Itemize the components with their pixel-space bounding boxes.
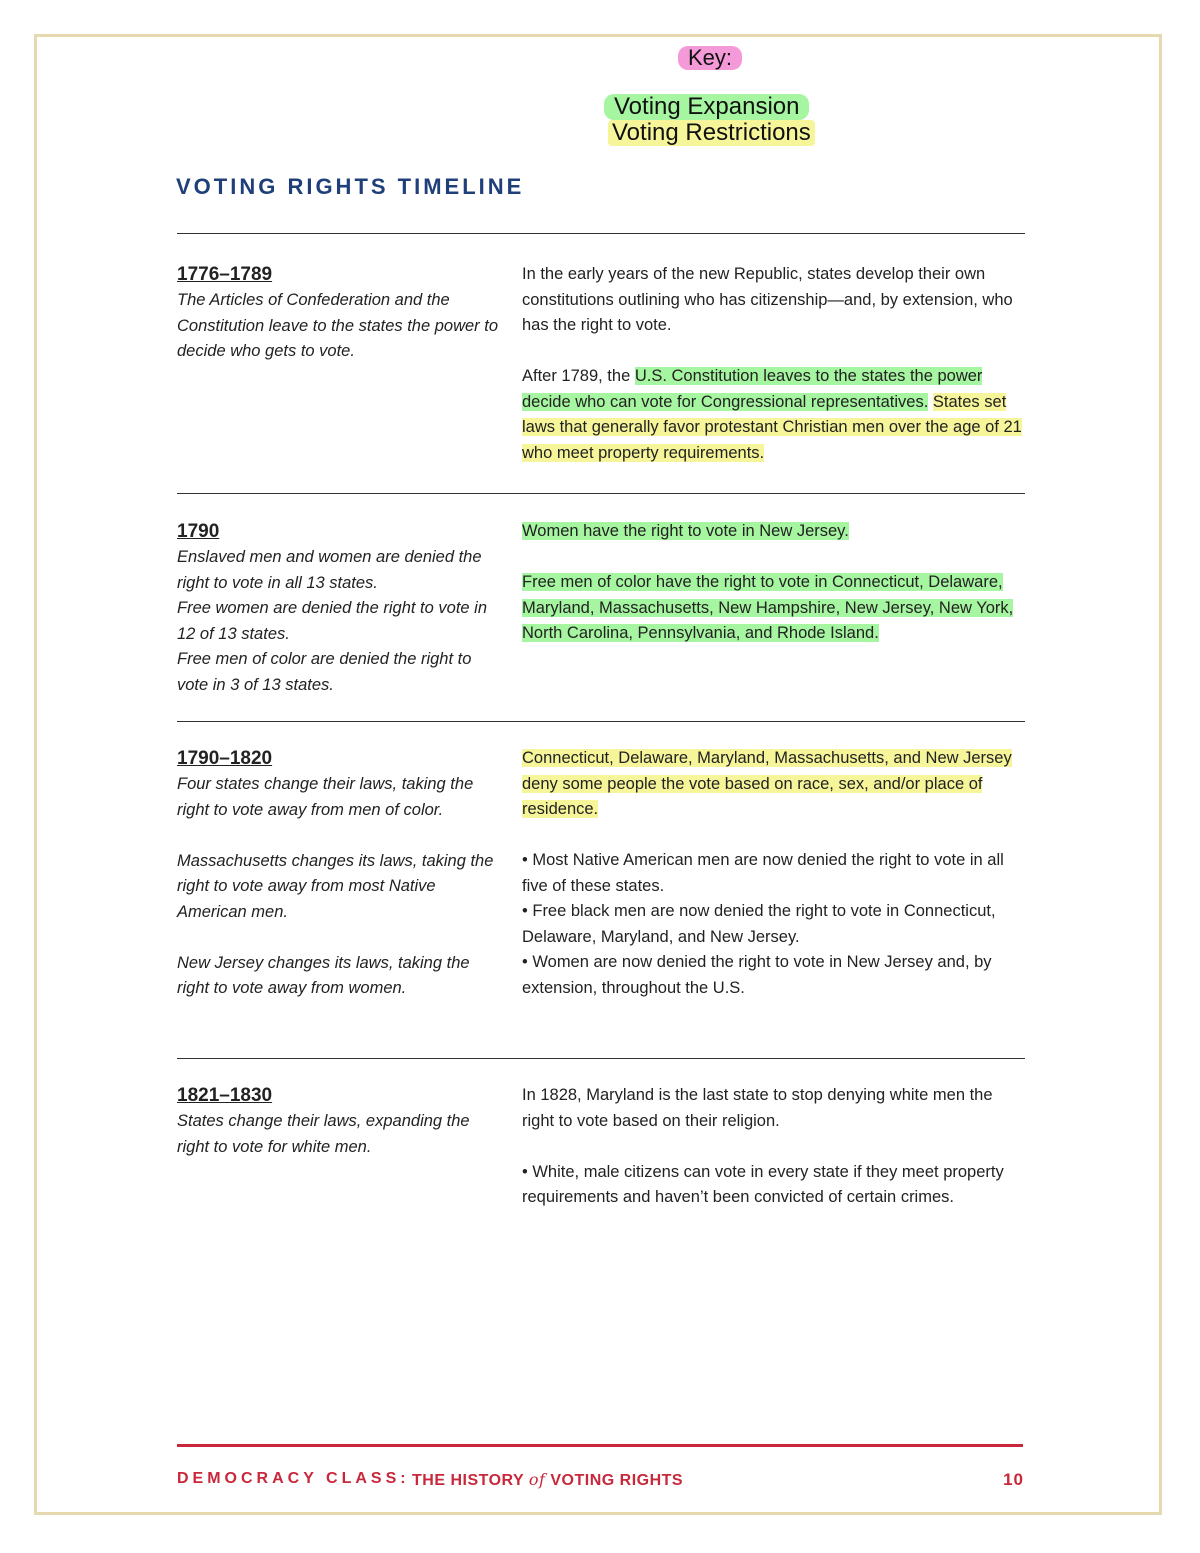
- entry-summary: States change their laws, expanding the right to vote for white men.: [177, 1112, 470, 1156]
- bullet-item: • Women are now denied the right to vote in New Jersey and, by extension, throughout the U.S.: [522, 953, 992, 997]
- entry-summary: Free men of color are denied the right to vote in 3 of 13 states.: [177, 650, 472, 694]
- expansion-highlight: Free men of color have the right to vote in Connecticut, Delaware, Maryland, Massachusetts, New Hampshire, New Jersey, New York, North Carolina, Pennsylvania, and Rhode Island.: [522, 573, 1014, 642]
- entry-summary: Four states change their laws, taking the right to vote away from men of color.: [177, 775, 474, 819]
- entry-date: 1790: [177, 521, 220, 542]
- entry-detail-column: [522, 262, 1025, 466]
- page-title: VOTING RIGHTS TIMELINE: [176, 174, 525, 199]
- entry-summary: Massachusetts changes its laws, taking the right to vote away from most Native American men.: [177, 851, 494, 921]
- section-divider: [177, 233, 1025, 234]
- section-divider: [177, 721, 1025, 722]
- entry-summary: Free women are denied the right to vote in 12 of 13 states.: [177, 599, 488, 643]
- entry-date: 1790–1820: [177, 748, 273, 769]
- restriction-highlight: States set laws that generally favor protestant Christian men over the age of 21 who meet property requirements.: [522, 392, 1022, 462]
- entry-paragraph: In 1828, Maryland is the last state to stop denying white men the right to vote based on their religion.: [522, 1086, 993, 1130]
- entry-date: 1821–1830: [177, 1085, 273, 1106]
- key-voting-expansion: Voting Expansion: [604, 94, 809, 120]
- bullet-item: • Free black men are now denied the right to vote in Connecticut, Delaware, Maryland, and New Jersey.: [522, 902, 996, 946]
- entry-detail-column: [522, 746, 1025, 1001]
- footer-divider: [177, 1444, 1023, 1447]
- page-number: 10: [1003, 1470, 1024, 1489]
- entry-detail-column: [522, 519, 1025, 647]
- entry-summary: New Jersey changes its laws, taking the right to vote away from women.: [177, 953, 470, 997]
- entry-summary-column: [177, 1083, 502, 1160]
- section-divider: [177, 493, 1025, 494]
- entry-date: 1776–1789: [177, 264, 273, 285]
- expansion-highlight: U.S. Constitution leaves to the states the power decide who can vote for Congressional representatives.: [522, 367, 983, 411]
- entry-summary-column: [177, 519, 502, 698]
- key-voting-restrictions: Voting Restrictions: [608, 120, 815, 146]
- bullet-item: • White, male citizens can vote in every state if they meet property requirements and haven’t been convicted of certain crimes.: [522, 1162, 1004, 1206]
- paragraph-text: After 1789, the: [522, 367, 635, 385]
- key-label: Key:: [678, 46, 742, 70]
- footer-document-title: THE HISTORY of VOTING RIGHTS: [412, 1470, 684, 1489]
- entry-summary: The Articles of Confederation and the Constitution leave to the states the power to decide who gets to vote.: [177, 291, 499, 360]
- restriction-highlight: Connecticut, Delaware, Maryland, Massachusetts, and New Jersey deny some people the vote based on race, sex, and/or place of residence.: [522, 749, 1012, 818]
- expansion-highlight: Women have the right to vote in New Jersey.: [522, 522, 849, 540]
- footer-series-title: DEMOCRACY CLASS:: [177, 1470, 410, 1487]
- bullet-item: • Most Native American men are now denied the right to vote in all five of these states.: [522, 851, 1004, 895]
- entry-paragraph: In the early years of the new Republic, states develop their own constitutions outlining who has citizenship—and, by extension, who has the right to vote.: [522, 265, 1013, 334]
- entry-paragraph: [522, 364, 1025, 466]
- entry-summary-column: [177, 746, 502, 1002]
- entry-summary-column: [177, 262, 502, 365]
- entry-summary: Enslaved men and women are denied the right to vote in all 13 states.: [177, 548, 482, 592]
- section-divider: [177, 1058, 1025, 1059]
- entry-detail-column: [522, 1083, 1025, 1211]
